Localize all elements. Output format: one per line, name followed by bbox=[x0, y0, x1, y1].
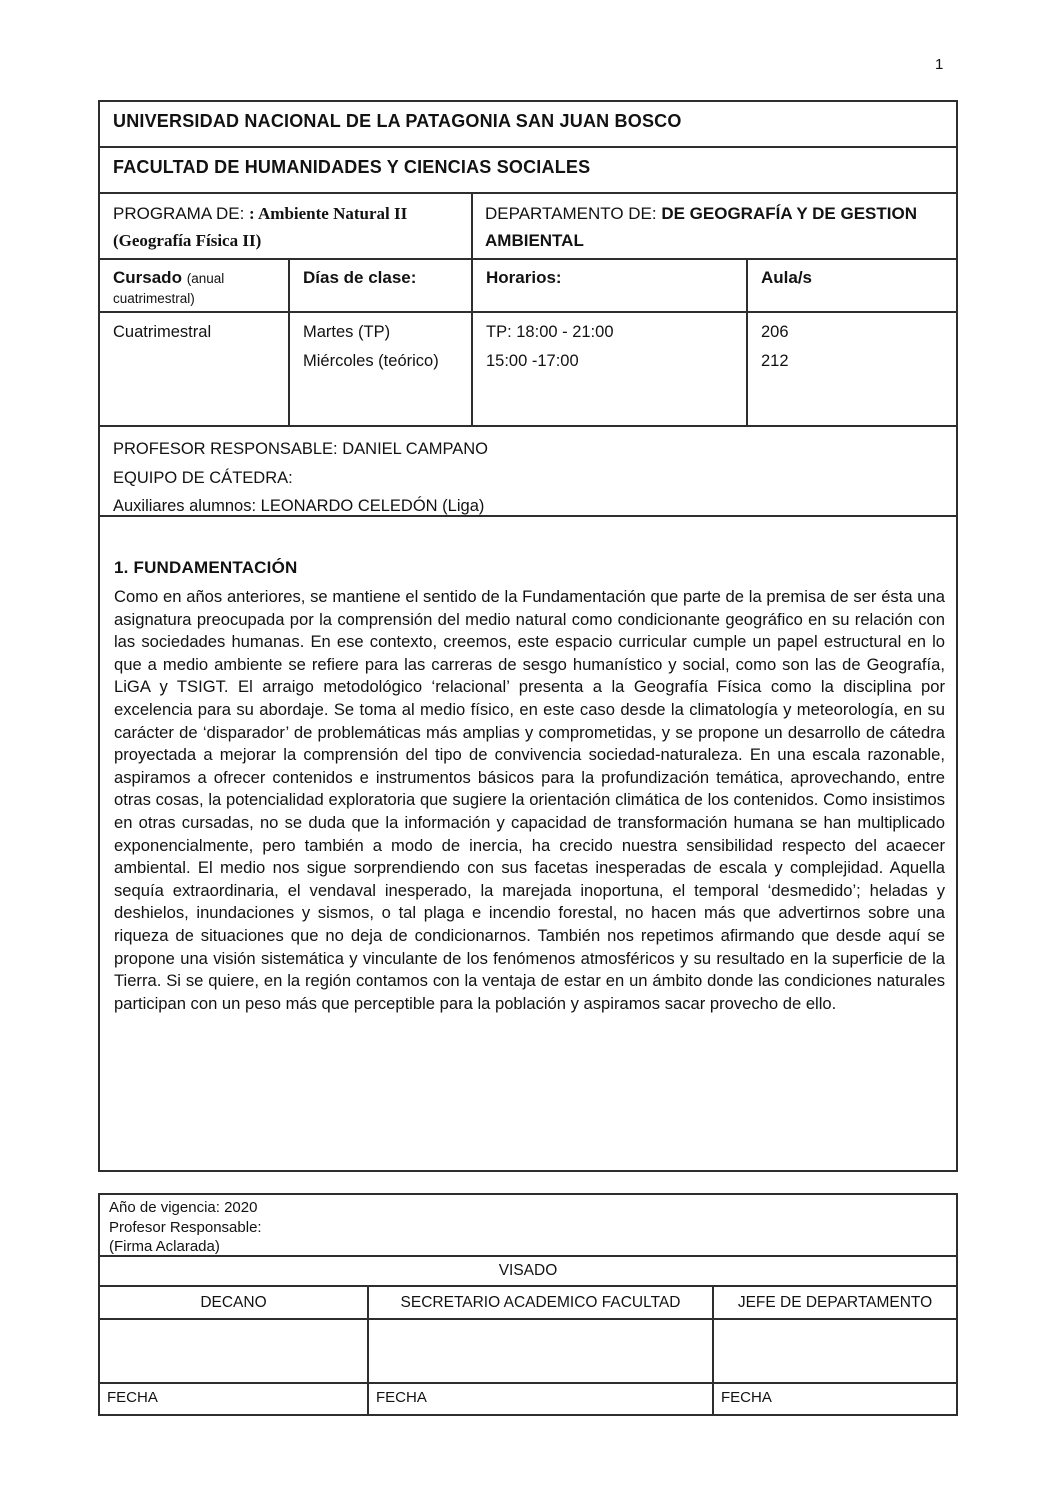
aula-line-2: 212 bbox=[761, 352, 789, 370]
horarios-line-1: TP: 18:00 - 21:00 bbox=[486, 323, 614, 341]
schedule-header-aulas: Aula/s bbox=[761, 268, 813, 287]
schedule-header-dias: Días de clase: bbox=[290, 260, 473, 311]
team-line: EQUIPO DE CÁTEDRA: bbox=[113, 468, 293, 487]
program-cell bbox=[100, 194, 473, 258]
fecha-row bbox=[100, 1384, 956, 1414]
program-table bbox=[98, 100, 958, 1172]
fecha-secretario: FECHA bbox=[369, 1384, 714, 1414]
department-value: DE GEOGRAFÍA Y DE GESTION AMBIENTAL bbox=[485, 204, 918, 250]
dias-line-1: Martes (TP) bbox=[303, 323, 391, 341]
staff-row bbox=[100, 427, 956, 517]
responsable-line: Profesor Responsable: bbox=[109, 1218, 262, 1236]
schedule-dias-value bbox=[290, 313, 473, 425]
program-label: PROGRAMA DE: bbox=[113, 204, 250, 223]
schedule-aulas-value bbox=[748, 313, 956, 425]
professor-line: PROFESOR RESPONSABLE: DANIEL CAMPANO bbox=[113, 440, 489, 458]
page-number: 1 bbox=[935, 56, 944, 73]
department-label: DEPARTAMENTO DE: bbox=[485, 204, 662, 223]
decano-signature-space bbox=[100, 1320, 369, 1382]
cursado-header-label: Cursado bbox=[113, 268, 182, 287]
aux-line: Auxiliares alumnos: LEONARDO CELEDÓN (Liga) bbox=[113, 497, 485, 515]
dias-line-2: Miércoles (teórico) bbox=[303, 352, 439, 370]
signature-space-row bbox=[100, 1320, 956, 1384]
aula-line-1: 206 bbox=[761, 323, 789, 341]
visado-title: VISADO bbox=[100, 1257, 956, 1287]
decano-header: DECANO bbox=[100, 1287, 369, 1318]
university-title: UNIVERSIDAD NACIONAL DE LA PATAGONIA SAN JUAN BOSCO bbox=[100, 102, 956, 148]
approval-table bbox=[98, 1193, 958, 1416]
department-cell bbox=[473, 194, 956, 258]
secretario-header: SECRETARIO ACADEMICO FACULTAD bbox=[369, 1287, 714, 1318]
program-department-row bbox=[100, 194, 956, 260]
schedule-header-horarios: Horarios: bbox=[473, 260, 748, 311]
fecha-decano: FECHA bbox=[100, 1384, 369, 1414]
vigencia-block bbox=[100, 1195, 956, 1257]
secretario-signature-space bbox=[369, 1320, 714, 1382]
schedule-horarios-value bbox=[473, 313, 748, 425]
vigencia-line: Año de vigencia: 2020 bbox=[109, 1199, 258, 1216]
program-value: : Ambiente Natural II (Geografía Física II) bbox=[113, 204, 408, 250]
firma-line: (Firma Aclarada) bbox=[109, 1238, 220, 1255]
faculty-title: FACULTAD DE HUMANIDADES Y CIENCIAS SOCIALES bbox=[100, 148, 956, 194]
schedule-data-row bbox=[100, 313, 956, 427]
jefe-header: JEFE DE DEPARTAMENTO bbox=[737, 1294, 933, 1311]
cursado-header-note: (anual cuatrimestral) bbox=[113, 271, 225, 306]
jefe-signature-space bbox=[714, 1320, 956, 1382]
fundamentacion-section bbox=[100, 517, 956, 1170]
section-body: Como en años anteriores, se mantiene el sentido de la Fundamentación que parte de la premisa de ser ésta una asignatura preocupada por la comprensión del medio natural como condicionante geográfico en su relación con las sociedades humanas. En ese contexto, creemos, este espacio curricular cumple un papel estructural en lo que a medio ambiente se refiere para las carreras de sesgo humanístico y social, como son las de Geografía, LiGA y TSIGT. El arraigo metodológico ‘relacional’ presenta a la Geografía Física como la disciplina por excelencia para su abordaje. Se toma al medio físico, en este caso desde la climatología y meteorología, en su carácter de ‘disparador’ de problemáticas más amplias y comprometidas, y se propone un desarrollo de cátedra proyectada a mejorar la comprensión del tipo de convivencia sociedad-naturaleza. En una escala razonable, aspiramos a ofrecer contenidos e instrumentos básicos para la profundización temática, aprovechando, entre otras cosas, la potencialidad exploratoria que sugiere la orientación climática de los contenidos. Como insistimos en otras cursadas, no se duda que la información y capacidad de transformación humana se han multiplicado exponencialmente, pero también a modo de inercia, ha crecido nuestra sensibilidad respecto del acaecer ambiental. El medio nos sigue sorprendiendo con sus facetas inesperadas de escala y complejidad. Aquella sequía extraordinaria, el vendaval inesperado, la marejada inoportuna, el temporal ‘desmedido’; heladas y deshielos, inundaciones y sismos, o tal plaga e incendio forestal, no hacen más que advertirnos sobre una riqueza de situaciones que no deja de condicionarnos. También nos repetimos afirmando que desde aquí se propone una visión sistemática y vinculante de los fenómenos atmosféricos y su resultado en la superficie de la Tierra. Si se quiere, en la región contamos con la ventaja de estar en un ámbito donde las condiciones naturales participan con un peso más que perceptible para la población y aspiramos sacar provecho de ello. bbox=[114, 587, 945, 1013]
horarios-line-2: 15:00 -17:00 bbox=[486, 352, 579, 370]
fecha-jefe: FECHA bbox=[721, 1389, 772, 1406]
signatories-header-row bbox=[100, 1287, 956, 1320]
section-title: 1. FUNDAMENTACIÓN bbox=[114, 558, 298, 577]
schedule-header-cursado bbox=[100, 260, 290, 311]
schedule-cursado-value: Cuatrimestral bbox=[100, 313, 290, 425]
schedule-header-row bbox=[100, 260, 956, 313]
